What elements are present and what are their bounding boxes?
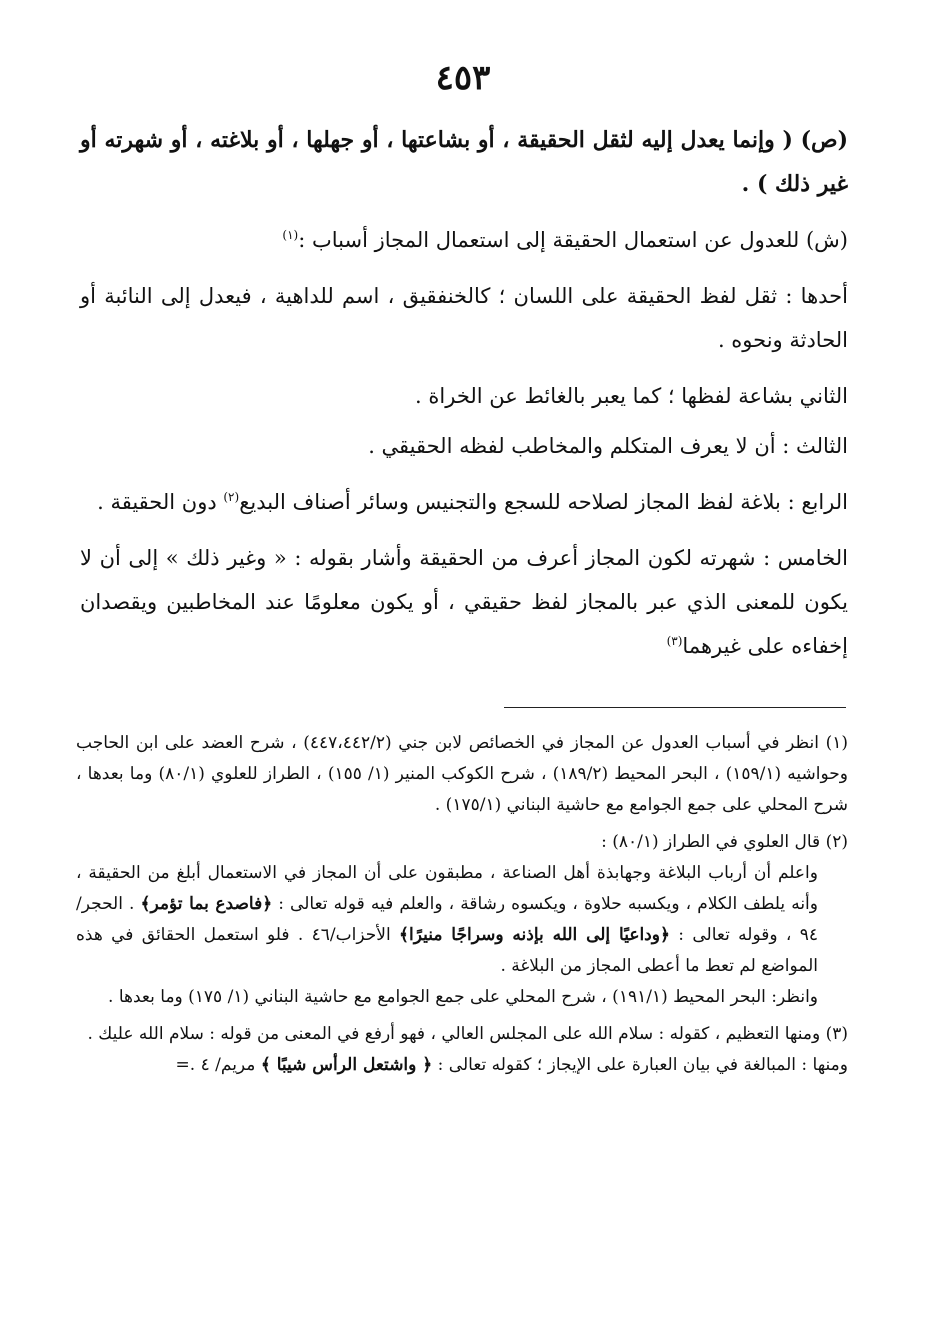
footnotes: [76, 728, 848, 1081]
footnote-3: (٣) ومنها التعظيم ، كقوله : سلام الله على المجلس العالي ، فهو أرفع في المعنى من قوله : سلام الله عليك .: [87, 1024, 848, 1044]
footnote-2-head: (٢) قال العلوي في الطراز (٨٠/١) :: [601, 832, 848, 852]
footnote-3-text-a: ومنها : المبالغة في بيان العبارة على الإيجاز ؛ كقوله تعالى :: [432, 1055, 848, 1075]
reason-4-text-end: دون الحقيقة .: [97, 490, 224, 514]
footnote-3-continuation: [76, 1050, 848, 1081]
reason-2-paragraph: الثاني بشاعة لفظها ؛ كما يعبر بالغائط عن الخراة .: [415, 384, 848, 408]
footnote-2-text-b: . الحجر/٩٤ ، وقوله تعالى :: [76, 894, 818, 945]
footnote-1: (١) انظر في أسباب العدول عن المجاز في الخصائص لابن جني (٤٤٧،٤٤٢/٢) ، شرح العضد على ابن الحاجب وحواشيه (١٥٩/١) ، البحر المحيط (١٨٩/٢) ، شرح الكوكب المنير (١/ ١٥٥) ، الطراز للعلوي (٨٠/١) وما بعدها ، شرح المحلي على جمع الجوامع مع حاشية البناني (١٧٥/١) .: [76, 733, 848, 815]
footnote-3-quran-quote: ﴿ واشتعل الرأس شيبًا ﴾: [260, 1055, 433, 1075]
sharh-intro-text: (ش) للعدول عن استعمال الحقيقة إلى استعمال المجاز أسباب :: [298, 228, 848, 252]
reason-3-paragraph: الثالث : أن لا يعرف المتكلم والمخاطب لفظه الحقيقي .: [368, 434, 848, 458]
footnote-2-text-a: واعلم أن أرباب البلاغة وجهابذة أهل الصناعة ، مطبقون على أن المجاز في الاستعمال أبلغ من الحقيقة ، وأنه يلطف الكلام ، ويكسبه حلاوة ، ويكسوه رشاقة ، والعلم فيه قوله تعالى :: [76, 863, 818, 914]
reason-5-paragraph: [80, 536, 848, 668]
footnote-divider: [504, 707, 846, 708]
sharh-intro-paragraph: [80, 218, 848, 262]
footnote-3-text-b: مريم/ ٤ .=: [175, 1055, 261, 1075]
reason-4-paragraph: [80, 480, 848, 524]
reason-5-text: الخامس : شهرته لكون المجاز أعرف من الحقيقة وأشار بقوله : « وغير ذلك » إلى أن لا يكون للمعنى الذي عبر بالمجاز لفظ حقيقي ، أو يكون معلومًا عند المخاطبين ويقصدان إخفاءه على غيرهما: [80, 546, 849, 658]
page-number: ٤٥٣: [435, 58, 491, 98]
reason-1-paragraph: أحدها : ثقل لفظ الحقيقة على اللسان ؛ كالخنفقيق ، اسم للداهية ، فيعدل إلى النائبة أو الحادثة ونحوه .: [80, 284, 848, 352]
reason-4-text: الرابع : بلاغة لفظ المجاز لصلاحه للسجع والتجنيس وسائر أصناف البديع: [239, 490, 848, 514]
footnote-ref-1: (١): [282, 228, 299, 242]
footnote-2-text-c: الأحزاب/٤٦ . فلو استعمل الحقائق في هذه المواضع لم تعط ما أعطى المجاز من البلاغة .: [76, 925, 818, 976]
footnote-2-see-also: وانظر: البحر المحيط (١٩١/١) ، شرح المحلي على جمع الجوامع مع حاشية البناني (١/ ١٧٥) وما بعدها .: [108, 987, 818, 1007]
footnote-2-body: [76, 858, 848, 982]
footnote-ref-3: (٣): [666, 634, 683, 648]
matn-paragraph: (ص) ( وإنما يعدل إليه لثقل الحقيقة ، أو بشاعتها ، أو جهلها ، أو بلاغته ، أو شهرته أو غير ذلك ) .: [80, 127, 848, 197]
main-text: [80, 118, 848, 668]
footnote-ref-2: (٢): [223, 490, 240, 504]
footnote-2-quran-quote-2: ﴿وداعيًا إلى الله بإذنه وسراجًا منيرًا﴾: [399, 925, 670, 945]
footnote-2-quran-quote-1: ﴿فاصدع بما تؤمر﴾: [140, 894, 273, 914]
